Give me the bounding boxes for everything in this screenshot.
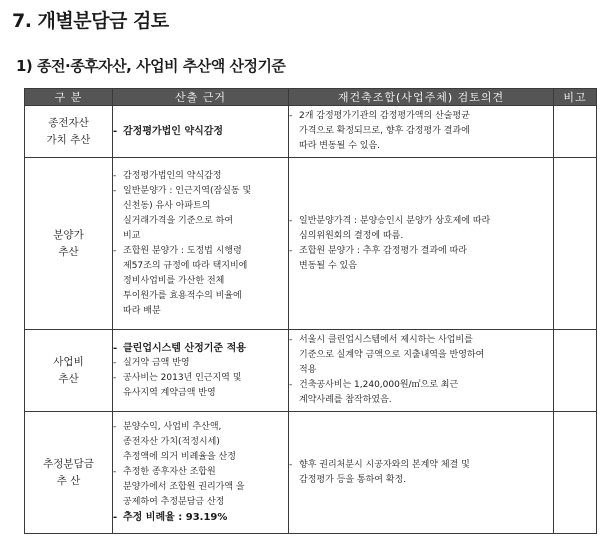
basis-item-cont: 추정액에 의거 비례율을 산정 [123,452,236,462]
table-row-estimated-contribution [25,412,597,534]
basis-item: - 조합원 분양가 : 도정법 시행령 [113,244,288,259]
basis-item-cont: 종전자산 가치(적정시세) [123,437,220,447]
header-review: 재건축조합(사업주체) 검토의견 [289,89,554,106]
basis-item: - 실거약 금액 반영 [113,356,288,371]
basis-item-cont: 제57조의 규정에 따라 택지비에 [123,260,248,271]
basis-item-cont: 신천동) 유사 아파트의 [123,200,211,211]
basis-cell [113,330,289,412]
basis-item-cont: 유사지역 계약금액 반영 [123,387,216,398]
review-item: - 조합원 분양가 : 추후 감정평가 결과에 따라 [289,244,553,259]
basis-item-cont: 공제하여 추정분담금 산정 [123,497,225,507]
category-line: 종전자산 [48,116,89,129]
review-cell [289,330,554,412]
category-cell [25,158,113,330]
basis-cell [113,106,289,158]
basis-item-cont: 비교 [123,230,141,241]
note-cell [554,106,597,158]
header-note: 비고 [554,89,597,106]
table-row-sale-price [25,158,597,330]
basis-item-cont: 실거래가격을 기준으로 하여 [123,215,234,226]
basis-item-cont: 투이원가를 효용적수의 비율에 [123,290,242,301]
basis-item-cont: 따라 배분 [123,305,161,316]
note-cell [554,330,597,412]
basis-cell [113,412,289,534]
category-line: 가치 추산 [46,133,91,146]
table-row-project-cost [25,330,597,412]
review-item-cont: 따라 변동될 수 있음. [299,141,380,151]
category-cell [25,106,113,158]
table-header-row [25,89,597,106]
review-item: - 향후 권리처분시 시공자와의 본계약 체결 및 [289,458,553,473]
basis-item-cont: 정비사업비를 가산한 전체 [123,275,225,286]
section-heading: 7. 개별분담금 검토 [12,10,169,32]
review-item-cont: 변동될 수 있음 [299,260,357,271]
category-line: 사업비 [53,355,84,368]
review-item-cont: 기준으로 실계약 금액으로 지출내역을 반영하여 [299,350,485,360]
review-item: - 건축공사비는 1,240,000원/㎡으로 최근 [289,378,553,393]
category-line: 추 산 [56,474,81,487]
basis-item: - 일반분양가 : 인근지역(잠실동 및 [113,184,288,199]
basis-item: - 클린업시스템 산정기준 적용 [113,341,288,356]
category-cell [25,330,113,412]
basis-item-cont: 분양가에서 조합원 권리가액 을 [123,482,245,492]
note-cell [554,158,597,330]
basis-cell [113,158,289,330]
header-category: 구 분 [25,89,113,106]
basis-item: - 분양수익, 사업비 추산액, [113,420,288,435]
review-cell [289,106,554,158]
table-row-prior-asset [25,106,597,158]
review-item-cont: 감정평가 등을 통하여 확정. [299,474,407,485]
review-cell [289,158,554,330]
category-line: 추산 [58,372,79,385]
category-cell [25,412,113,534]
review-item: - 2개 감정평가기관의 감정평가액의 산술평균 [289,109,553,124]
review-item-cont: 계약사례를 참작하였음. [299,395,392,405]
basis-item: - 공사비는 2013년 인근지역 및 [113,371,288,386]
review-item-cont: 적용 [299,365,317,375]
note-cell [554,412,597,534]
basis-item: - 감정평가법인 약식감정 [113,124,288,139]
category-line: 추정분담금 [43,457,94,470]
basis-item: - 추정 비례율 : 93.19% [113,510,288,525]
header-basis: 산출 근거 [113,89,289,106]
review-item: - 일반분양가격 : 분양승인시 분양가 상호제에 따라 [289,214,553,229]
category-line: 추산 [58,245,79,258]
review-item-cont: 가격으로 확정되므로, 향후 감정평가 결과에 [299,126,470,136]
basis-item: - 추정한 종후자산 조합원 [113,465,288,480]
subsection-heading: 1) 종전·종후자산, 사업비 추산액 산정기준 [16,57,286,75]
review-cell [289,412,554,534]
review-item-cont: 심의위원회의 결정에 따름. [299,230,404,241]
criteria-table [24,88,597,534]
basis-item: - 감정평가법인의 약식감정 [113,169,288,184]
review-item: - 서울시 클린업시스템에서 제시하는 사업비를 [289,333,553,348]
category-line: 분양가 [53,228,84,241]
